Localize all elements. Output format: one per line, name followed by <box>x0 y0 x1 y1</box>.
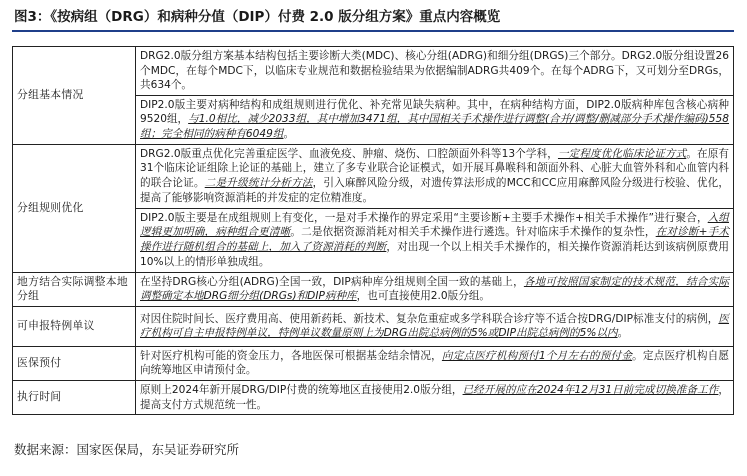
row-text <box>136 346 734 380</box>
row-text <box>136 380 734 414</box>
row-label-special: 可申报特例单议 <box>13 306 136 346</box>
text-segment: DRG2.0版重点优化完善重症医学、血液免疫、肿瘤、烧伤、口腔颌面外科等13个学科， <box>140 147 558 160</box>
text-segment: ，对出现一个以上相关手术操作的，相关操作资源消耗达到该病例原费用10%以上的情形单独成组。 <box>140 241 729 268</box>
row-label-local: 地方结合实际调整本地分组 <box>13 272 136 306</box>
row-label-prepay: 医保预付 <box>13 346 136 380</box>
highlight-text: 在对诊断+手术操作进行随机组合的基础上，加入了资源消耗的判断 <box>140 226 730 254</box>
row-label-basic: 分组基本情况 <box>13 47 136 145</box>
row-text <box>136 306 734 346</box>
source-note: 数据来源：国家医保局，东吴证券研究所 <box>14 442 240 457</box>
text-segment: 。 <box>283 127 295 140</box>
row-label-rules: 分组规则优化 <box>13 144 136 272</box>
row-text <box>136 47 734 96</box>
table-row <box>13 144 734 208</box>
text-segment: DIP2.0版主要对病种结构和成组规则进行优化、补充常见缺失病种。其中，在病种结构方面，DIP2.0版病种库包含核心病种9520组， <box>140 98 729 126</box>
row-text <box>136 95 734 144</box>
row-text <box>136 144 734 208</box>
text-segment: 原则上2024年新开展DRG/DIP付费的统筹地区直接使用2.0版分组， <box>140 383 463 396</box>
highlight-text: 二是升级统计分析方法 <box>204 177 313 190</box>
title-rule <box>12 30 734 32</box>
highlight-text: 已经开展的应在2024年12月31日前完成切换准备工作 <box>462 383 719 396</box>
highlight-text: 一定程度优化临床论证方式 <box>557 147 687 160</box>
text-segment: DIP2.0版主要是在成组规则上有变化，一是对手术操作的界定采用“主要诊断+主要手术操作+相关手术操作”进行聚合， <box>140 211 708 224</box>
row-text <box>136 208 734 272</box>
row-label-timeline: 执行时间 <box>13 380 136 414</box>
text-segment: ，提高支付方式规范统一性。 <box>140 383 729 411</box>
highlight-text: 与1.0相比，减少2033组，其中增加3471组，其中国相关手术操作进行调整(合并/调整/删减部分手术操作编码)558组；完全相同的病种有6049组 <box>140 113 729 140</box>
summary-table <box>12 46 734 415</box>
text-segment: 。定点医疗机构自愿向统筹地区申请预付金。 <box>140 349 729 377</box>
text-segment: 针对医疗机构可能的资金压力，各地医保可根据基金结余情况， <box>140 349 442 362</box>
highlight-text: 医疗机构可自主申报特例单议，特例单议数量原则上为DRG出院总病例的5%或DIP出院总病例的5%以内 <box>140 312 729 340</box>
row-text <box>136 272 734 306</box>
text-segment: DRG2.0版分组方案基本结构包括主要诊断大类(MDC)、核心分组(ADRG)和细分组(DRGS)三个部分。DRG2.0版分组设置26个MDC，在每个MDC下，以临床专业规范和数据检验结果为依据编制ADRG共409个。在每个ADRG下，又可划分至DRGs，共634个。 <box>140 50 729 92</box>
text-segment: 在坚持DRG核心分组(ADRG)全国一致，DIP病种库分组规则全国一致的基础上， <box>140 275 524 288</box>
text-segment: 。二是依据资源消耗对相关手术操作进行遴选。针对临床手术操作的复杂性， <box>290 226 656 239</box>
text-segment: ，也可直接使用2.0版分组。 <box>356 290 491 303</box>
highlight-text: 向定点医疗机构预付1个月左右的预付金 <box>441 349 633 362</box>
text-segment: 。 <box>617 327 629 340</box>
table-row <box>13 380 734 414</box>
figure-title: 图3：《按病组（DRG）和病种分值（DIP）付费 2.0 版分组方案》重点内容概览 <box>14 9 501 25</box>
table-row <box>13 346 734 380</box>
highlight-text: 各地可按照国家制定的技术规范，结合实际调整确定本地DRG细分组(DRGs)和DIP病种库 <box>140 275 729 303</box>
highlight-text: 入组逻辑更加明确，病种组合更清晰 <box>140 211 730 239</box>
text-segment: 对因住院时间长、医疗费用高、使用新药耗、新技术、复杂危重症或多学科联合诊疗等不适合按DRG/DIP标准支付的病例， <box>140 312 719 325</box>
table-row <box>13 272 734 306</box>
text-segment: ，引入麻醉风险分级，对遗传算法形成的MCC和CC应用麻醉风险分级进行校验、优化，提高了能够影响资源消耗的并发症的定位精准度。 <box>140 177 729 204</box>
table-row <box>13 306 734 346</box>
table-row <box>13 47 734 96</box>
text-segment: 。在原有31个临床论证组除上论证的基础上，建立了多专业联合论证模式，如开展耳鼻喉科和颌面外科、心脏大血管外科和心血管内科的联合论证。 <box>140 147 729 190</box>
